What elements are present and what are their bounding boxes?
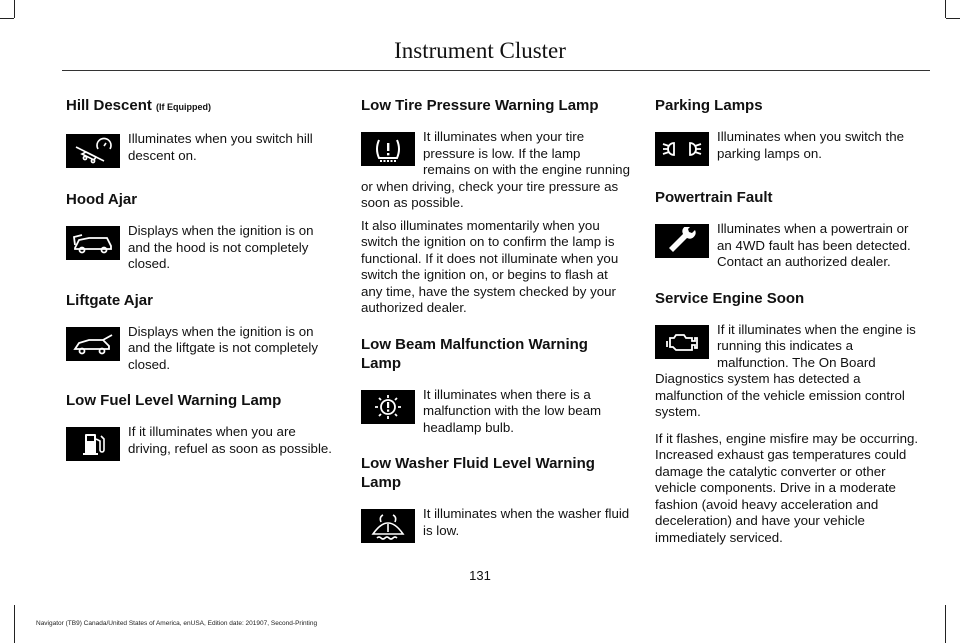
crop-mark	[0, 18, 14, 19]
heading-parking-lamps: Parking Lamps	[655, 97, 763, 114]
washer-fluid-icon	[361, 509, 415, 543]
paragraph: It also illuminates momentarily when you switch the ignition on to confirm the lamp is functional. If it does not illuminate when you switch the ignition on, or begins to flash at any time, have the system checked by your authorized dealer.	[361, 217, 619, 315]
page-number: 131	[469, 568, 491, 583]
liftgate-ajar-icon	[66, 327, 120, 361]
description: If it illuminates when you are driving, refuel as soon as possible.	[128, 424, 332, 456]
entry-hood-ajar	[66, 223, 336, 273]
column-middle	[361, 96, 631, 565]
fuel-pump-icon	[66, 427, 120, 461]
description: Displays when the ignition is on and the hood is not completely closed.	[128, 223, 314, 271]
heading-liftgate-ajar: Liftgate Ajar	[66, 291, 153, 309]
heading-washer-fluid: Low Washer Fluid Level Warning Lamp	[361, 455, 595, 491]
entry-liftgate-ajar	[66, 324, 336, 374]
heading-powertrain-fault: Powertrain Fault	[655, 189, 773, 206]
heading-service-engine-soon: Service Engine Soon	[655, 289, 805, 307]
page-title: Instrument Cluster	[394, 38, 566, 63]
entry-low-tire-pressure	[361, 129, 631, 212]
description: It illuminates when the washer fluid is low.	[423, 506, 630, 538]
crop-mark	[945, 605, 946, 643]
description: Illuminates when you switch the parking lamps on.	[717, 129, 904, 161]
hill-descent-icon	[66, 134, 120, 168]
description: Illuminates when you switch hill descent on.	[128, 131, 313, 163]
entry-low-fuel	[66, 424, 336, 465]
hood-ajar-icon	[66, 226, 120, 260]
bulb-warning-icon	[361, 390, 415, 424]
entry-service-engine-soon	[655, 322, 925, 421]
header-divider	[62, 70, 930, 71]
entry-low-beam	[361, 387, 631, 437]
heading-hill-descent: Hill Descent (If Equipped)	[66, 97, 212, 114]
footer-edition-info: Navigator (TB9) Canada/United States of America, enUSA, Edition date: 201907, Second-Printing	[36, 620, 318, 627]
column-right	[655, 96, 925, 556]
column-left	[66, 96, 336, 483]
crop-mark	[14, 605, 15, 643]
crop-mark	[945, 0, 946, 18]
engine-icon	[655, 325, 709, 359]
wrench-icon	[655, 224, 709, 258]
entry-parking-lamps	[655, 129, 925, 170]
description: Displays when the ignition is on and the liftgate is not completely closed.	[128, 323, 318, 372]
heading-hood-ajar: Hood Ajar	[66, 191, 138, 208]
qualifier: (If Equipped)	[156, 102, 212, 112]
parking-lamps-icon	[655, 132, 709, 166]
tire-pressure-icon	[361, 132, 415, 166]
heading-low-beam: Low Beam Malfunction Warning Lamp	[361, 335, 588, 372]
description: Illuminates when a powertrain or an 4WD fault has been detected. Contact an authorized dealer.	[717, 221, 911, 269]
entry-washer-fluid	[361, 506, 631, 547]
description: It illuminates when your tire pressure is low. If the lamp remains on with the engine running or when driving, check your tire pressure as soon as possible.	[361, 129, 630, 210]
description: If it illuminates when the engine is running this indicates a malfunction. The On Board Diagnostics system has detected a malfunction of the vehicle emission control system.	[655, 321, 916, 419]
crop-mark	[946, 18, 960, 19]
entry-hill-descent	[66, 131, 336, 172]
entry-powertrain-fault	[655, 221, 925, 271]
heading-low-tire-pressure: Low Tire Pressure Warning Lamp	[361, 97, 599, 114]
heading-low-fuel: Low Fuel Level Warning Lamp	[66, 392, 282, 409]
paragraph: If it flashes, engine misfire may be occurring. Increased exhaust gas temperatures could damage the catalytic converter or other vehicle components. Drive in a moderate fashion (avoid heavy acceleration and deceleration) and have your vehicle immediately serviced.	[655, 430, 919, 545]
description: It illuminates when there is a malfunction with the low beam headlamp bulb.	[423, 386, 602, 435]
crop-mark	[14, 0, 15, 18]
